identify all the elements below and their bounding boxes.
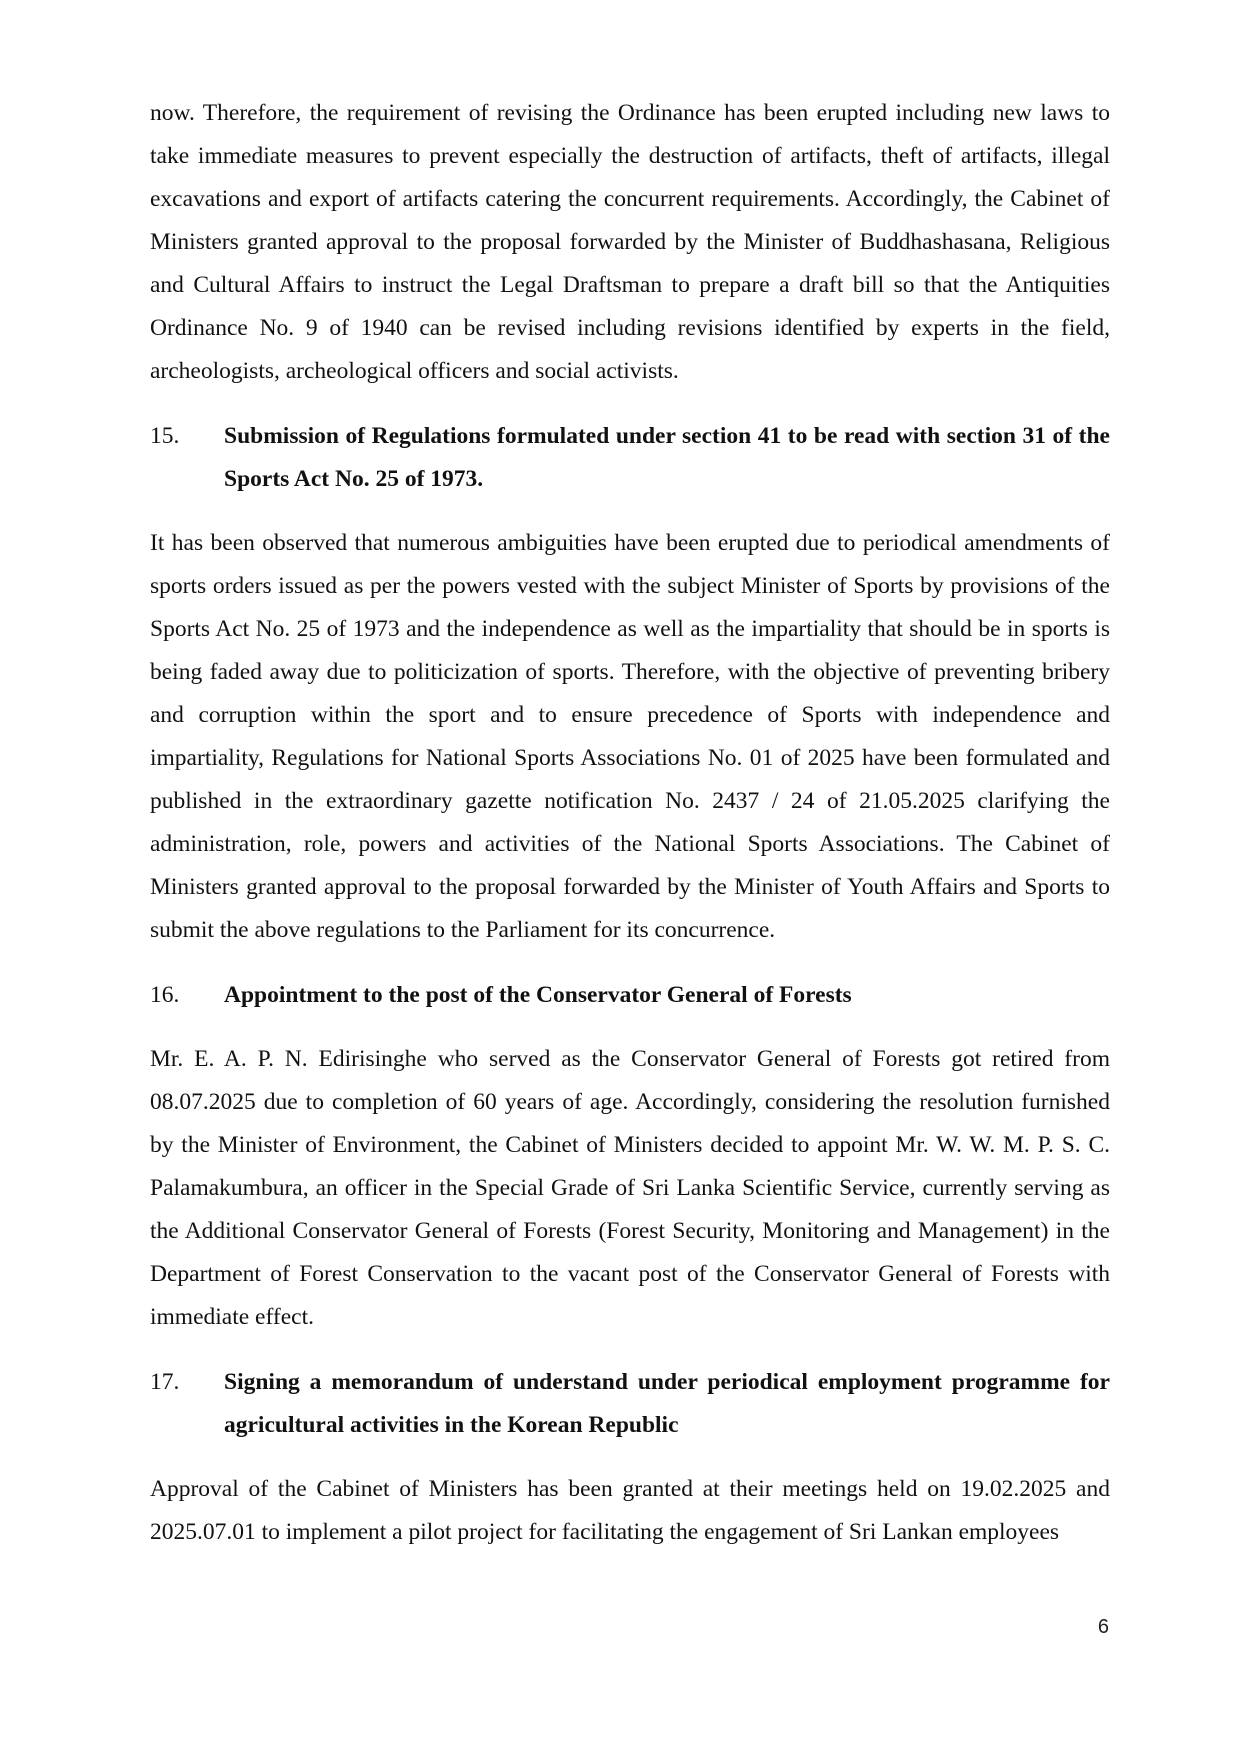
section-17-title: Signing a memorandum of understand under periodical employment programme for agricultural activities in the Korean Republic <box>224 1369 1110 1438</box>
intro-paragraph: now. Therefore, the requirement of revising the Ordinance has been erupted including new laws to take immediate measures to prevent especially the destruction of artifacts, theft of artifacts, illegal excavations and export of artifacts catering the concurrent requirements. Accordingly, the Cabinet of Ministers granted approval to the proposal forwarded by the Minister of Buddhashasana, Religious and Cultural Affairs to instruct the Legal Draftsman to prepare a draft bill so that the Antiquities Ordinance No. 9 of 1940 can be revised including revisions identified by experts in the field, archeologists, archeological officers and social activists. <box>150 100 1110 384</box>
section-16-title: Appointment to the post of the Conservator General of Forests <box>224 982 852 1008</box>
section-15-heading <box>150 415 1110 501</box>
section-16-heading <box>150 974 1110 1017</box>
section-16-body: Mr. E. A. P. N. Edirisinghe who served as the Conservator General of Forests got retired from 08.07.2025 due to completion of 60 years of age. Accordingly, considering the resolution furnished by the Minister of Environment, the Cabinet of Ministers decided to appoint Mr. W. W. M. P. S. C. Palamakumbura, an officer in the Special Grade of Sri Lanka Scientific Service, currently serving as the Additional Conservator General of Forests (Forest Security, Monitoring and Management) in the Department of Forest Conservation to the vacant post of the Conservator General of Forests with immediate effect. <box>150 1046 1110 1330</box>
section-15-number: 15. <box>150 423 180 449</box>
section-17-body: Approval of the Cabinet of Ministers has been granted at their meetings held on 19.02.2025 and 2025.07.01 to implement a pilot project for facilitating the engagement of Sri Lankan employees <box>150 1476 1110 1545</box>
section-16-number: 16. <box>150 982 180 1008</box>
section-17-number: 17. <box>150 1369 180 1395</box>
section-15-body: It has been observed that numerous ambiguities have been erupted due to periodical amendments of sports orders issued as per the powers vested with the subject Minister of Sports by provisions of the Sports Act No. 25 of 1973 and the independence as well as the impartiality that should be in sports is being faded away due to politicization of sports. Therefore, with the objective of preventing bribery and corruption within the sport and to ensure precedence of Sports with independence and impartiality, Regulations for National Sports Associations No. 01 of 2025 have been formulated and published in the extraordinary gazette notification No. 2437 / 24 of 21.05.2025 clarifying the administration, role, powers and activities of the National Sports Associations. The Cabinet of Ministers granted approval to the proposal forwarded by the Minister of Youth Affairs and Sports to submit the above regulations to the Parliament for its concurrence. <box>150 530 1110 943</box>
section-17-heading <box>150 1361 1110 1447</box>
page-number: 6 <box>1097 1616 1109 1638</box>
section-15-title: Submission of Regulations formulated under section 41 to be read with section 31 of the Sports Act No. 25 of 1973. <box>224 423 1110 492</box>
document-body <box>150 92 1110 1554</box>
